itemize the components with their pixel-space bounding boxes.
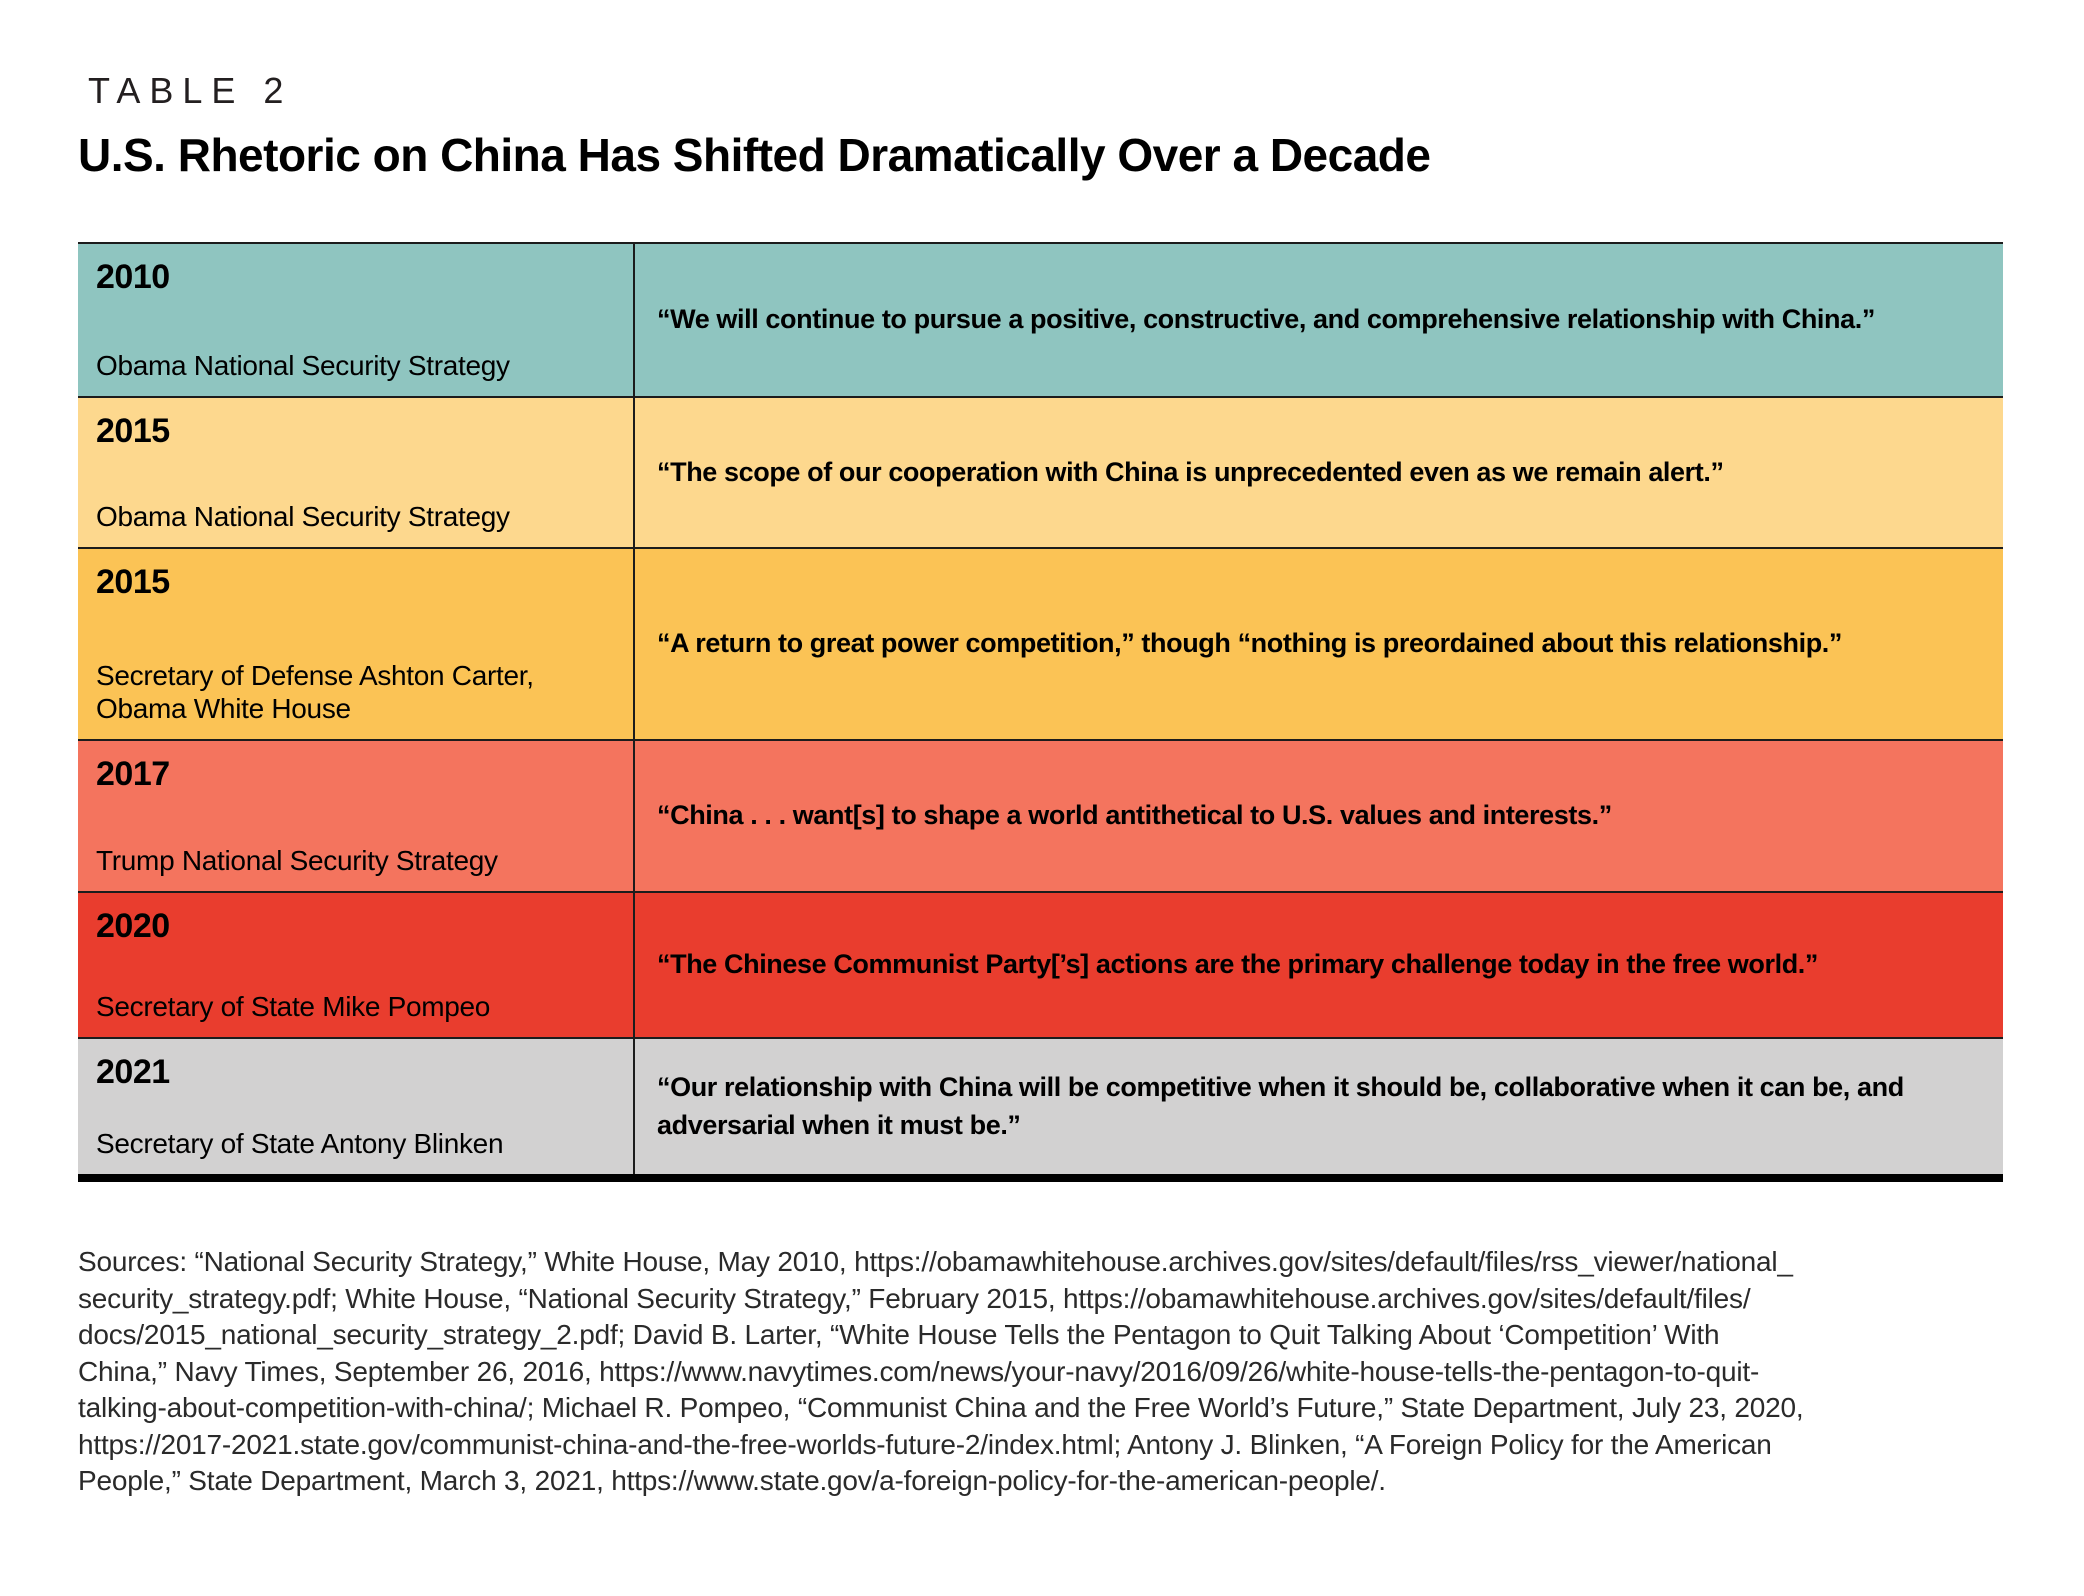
row-year: 2021 xyxy=(96,1053,170,1091)
row-quote-cell xyxy=(635,244,2003,396)
row-year: 2020 xyxy=(96,907,170,945)
row-source-cell xyxy=(78,1039,635,1174)
sources-line: Sources: “National Security Strategy,” White House, May 2010, https://obamawhitehouse.archives.gov/sites/default/files/rss_viewer/national_ xyxy=(78,1246,1793,1277)
row-source: Secretary of State Antony Blinken xyxy=(96,1127,504,1159)
row-year: 2010 xyxy=(96,258,170,296)
table-kicker: TABLE 2 xyxy=(88,70,293,111)
row-source: Secretary of State Mike Pompeo xyxy=(96,990,491,1022)
row-quote-cell xyxy=(635,893,2003,1037)
row-quote: “Our relationship with China will be competitive when it should be, collaborative when it can be, and adversarial when it must be.” xyxy=(657,1071,1904,1140)
table-row xyxy=(78,549,2003,741)
table-row xyxy=(78,1039,2003,1174)
row-quote-cell xyxy=(635,1039,2003,1174)
page-title: U.S. Rhetoric on China Has Shifted Dramatically Over a Decade xyxy=(78,129,1431,181)
row-source-cell xyxy=(78,244,635,396)
row-quote: “The Chinese Communist Party[’s] actions are the primary challenge today in the free world.” xyxy=(657,949,1818,980)
row-source-cell xyxy=(78,549,635,739)
table-row xyxy=(78,244,2003,398)
table-row xyxy=(78,398,2003,549)
sources-line: talking-about-competition-with-china/; Michael R. Pompeo, “Communist China and the Free World’s Future,” State Department, July 23, 2020, xyxy=(78,1392,1804,1423)
row-year: 2017 xyxy=(96,755,170,793)
sources-note xyxy=(78,1244,2006,1500)
table-row xyxy=(78,893,2003,1039)
sources-line: https://2017-2021.state.gov/communist-china-and-the-free-worlds-future-2/index.html; Antony J. Blinken, “A Foreign Policy for the American xyxy=(78,1428,1772,1460)
rhetoric-table xyxy=(78,242,2003,1182)
sources-line: People,” State Department, March 3, 2021, https://www.state.gov/a-foreign-policy-for-the-american-people/. xyxy=(78,1465,1386,1496)
row-source: Obama National Security Strategy xyxy=(96,349,510,381)
row-quote: “China . . . want[s] to shape a world antithetical to U.S. values and interests.” xyxy=(657,800,1612,831)
table-row xyxy=(78,741,2003,893)
sources-line: China,” Navy Times, September 26, 2016, https://www.navytimes.com/news/your-navy/2016/09/26/white-house-tells-the-pentagon-to-quit- xyxy=(78,1355,1760,1387)
row-quote-cell xyxy=(635,398,2003,547)
row-source-cell xyxy=(78,398,635,547)
row-quote-cell xyxy=(635,549,2003,739)
row-quote-cell xyxy=(635,741,2003,891)
row-quote: “The scope of our cooperation with China is unprecedented even as we remain alert.” xyxy=(657,456,1724,487)
row-source: Secretary of Defense Ashton Carter, Obama White House xyxy=(96,659,534,724)
row-year: 2015 xyxy=(96,563,170,601)
sources-line: docs/2015_national_security_strategy_2.pdf; David B. Larter, “White House Tells the Pentagon to Quit Talking About ‘Competition’ With xyxy=(78,1319,1720,1350)
row-source-cell xyxy=(78,893,635,1037)
row-source-cell xyxy=(78,741,635,891)
sources-line: security_strategy.pdf; White House, “National Security Strategy,” February 2015, https://obamawhitehouse.archives.gov/sites/default/files/ xyxy=(78,1282,1751,1314)
row-quote: “We will continue to pursue a positive, constructive, and comprehensive relationship with China.” xyxy=(657,304,1875,335)
row-year: 2015 xyxy=(96,412,170,450)
row-source: Obama National Security Strategy xyxy=(96,500,510,532)
row-quote: “A return to great power competition,” though “nothing is preordained about this relationship.” xyxy=(657,628,1843,659)
row-source: Trump National Security Strategy xyxy=(96,844,498,876)
